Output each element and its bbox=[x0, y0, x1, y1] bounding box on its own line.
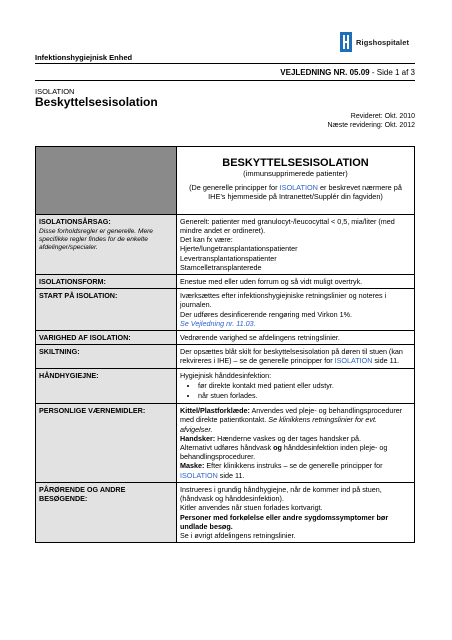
page-indicator: - Side 1 af 3 bbox=[369, 68, 415, 77]
row-content-ppe: Kittel/Plastforklæde: Anvendes ved pleje- og behandlingsprocedurer med direkte patientkontakt. Se klinikkens retningslinier for evt. afvigelser. Handsker: Hænderne vaskes og der tages handsker på. Alternativt udføres håndvask og hånddesinfektion inden pleje- og behandlingsprocedurer. Maske: Efter klinikkens instruks – se de generelle principper for ISOLATION side 11. bbox=[177, 404, 415, 483]
isolation-link[interactable]: ISOLATION bbox=[279, 183, 318, 192]
guideline-table bbox=[35, 146, 415, 543]
revision-info bbox=[327, 112, 415, 130]
header-left-cell bbox=[36, 147, 177, 215]
table-row bbox=[36, 275, 415, 289]
guideline-reference bbox=[280, 68, 415, 77]
hand-hygiene-list bbox=[180, 381, 411, 400]
row-content-duration: Vedrørende varighed se afdelingens retningslinier. bbox=[177, 331, 415, 345]
category-label: ISOLATION bbox=[35, 87, 75, 96]
row-content-visitors: Instrueres i grundig håndhygiejne, når de kommer ind på stuen, (håndvask og hånddesinfektion). Kitler anvendes når stuen forlades kortvarigt. Personer med forkølelse eller andre sygdomssymptomer bør undlade besøg. Se i øvrigt afdelingens retningslinier. bbox=[177, 482, 415, 542]
next-revision-date: Næste revidering: Okt. 2012 bbox=[327, 122, 415, 129]
table-subtitle: (immunsupprimerede patienter) bbox=[243, 169, 348, 178]
row-label-start: START PÅ ISOLATION: bbox=[36, 289, 177, 331]
hospital-logo bbox=[340, 32, 440, 54]
table-header-row bbox=[36, 147, 415, 215]
list-item: • når stuen forlades. bbox=[198, 391, 411, 400]
row-label-form: ISOLATIONSFORM: bbox=[36, 275, 177, 289]
table-row bbox=[36, 214, 415, 274]
region-h-logo-icon bbox=[340, 32, 352, 52]
row-label-duration: VARIGHED AF ISOLATION: bbox=[36, 331, 177, 345]
header-rule bbox=[35, 63, 415, 64]
table-row bbox=[36, 345, 415, 368]
page-title: Beskyttelsesisolation bbox=[35, 95, 158, 109]
row-content-form: Enestue med eller uden forrum og så vidt muligt overtryk. bbox=[177, 275, 415, 289]
table-row bbox=[36, 331, 415, 345]
header-rule-2 bbox=[35, 80, 415, 81]
table-row bbox=[36, 368, 415, 404]
row-content-hand: Hygiejnisk hånddesinfektion: • før direkte kontakt med patient eller udstyr. • når stuen forlades. bbox=[177, 368, 415, 404]
table-intro: (De generelle principper for ISOLATION er beskrevet nærmere på IHE’s hjemmeside på Intranettet/Supplér din fagviden) bbox=[189, 183, 402, 202]
table-row bbox=[36, 289, 415, 331]
row-label-visitors: PÅRØRENDE OG ANDRE BESØGENDE: bbox=[36, 482, 177, 542]
row-label-sign: SKILTNING: bbox=[36, 345, 177, 368]
revised-date: Revideret: Okt. 2010 bbox=[350, 113, 415, 120]
header-right-cell bbox=[177, 147, 415, 215]
row-label-reason: ISOLATIONSÅRSAG: Disse forholdsregler er generelle. Mere specifikke regler findes for de enkelte afdelinger/specialer. bbox=[36, 214, 177, 274]
isolation-link[interactable]: ISOLATION bbox=[334, 356, 373, 366]
hospital-name: Rigshospitalet bbox=[356, 38, 410, 47]
row-content-start: Iværksættes efter infektionshygiejniske retningslinier og noteres i journalen. Der udføres desinficerende rengøring med Virkon 1%. Se Vejledning nr. 11.03. bbox=[177, 289, 415, 331]
row-label-ppe: PERSONLIGE VÆRNEMIDLER: bbox=[36, 404, 177, 483]
reason-note: Disse forholdsregler er generelle. Mere specifikke regler findes for de enkelte afdelinger/specialer. bbox=[39, 228, 153, 252]
guideline-number: VEJLEDNING NR. 05.09 bbox=[280, 68, 370, 77]
table-row bbox=[36, 482, 415, 542]
list-item: • før direkte kontakt med patient eller udstyr. bbox=[198, 381, 411, 390]
guideline-link[interactable]: Se Vejledning nr. 11.03. bbox=[180, 318, 256, 328]
table-row bbox=[36, 404, 415, 483]
table-title: BESKYTTELSESISOLATION bbox=[222, 157, 369, 169]
row-content-sign: Der opsættes blåt skilt for beskyttelsesisolation på døren til stuen (kan rekvireres i IHE) – se de generelle principper for ISOLATION side 11. bbox=[177, 345, 415, 368]
row-content-reason: Generelt: patienter med granulocyt-/leucocyttal < 0,5, mia/liter (med mindre andet er ordineret). Det kan fx være: Hjerte/lungetransplantationspatienter Levertransplantationspatienter Stamcelletransplanterede bbox=[177, 214, 415, 274]
row-label-hand: HÅNDHYGIEJNE: bbox=[36, 368, 177, 404]
isolation-link[interactable]: ISOLATION bbox=[180, 470, 218, 480]
unit-name: Infektionshygiejnisk Enhed bbox=[35, 53, 133, 62]
